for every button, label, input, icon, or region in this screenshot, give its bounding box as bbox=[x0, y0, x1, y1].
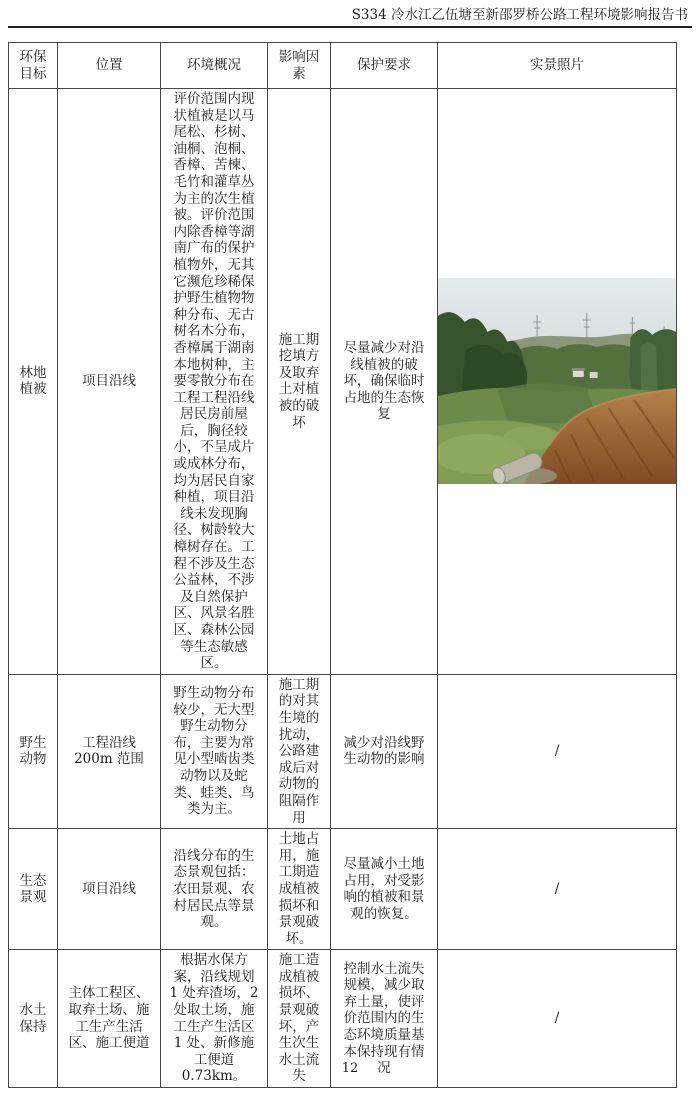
cell-overview: 野生动物分布较少，无大型野生动物分布，主要为常见小型啮齿类动物以及蛇类、蛙类、鸟类为主。 bbox=[161, 674, 268, 828]
cell-protection: 尽量减小土地占用，对受影响的植被和景观的恢复。 bbox=[331, 829, 438, 950]
cell-impact: 土地占用，施工期造成植被损坏和景观破坏。 bbox=[268, 829, 331, 950]
cell-photo-placeholder: / bbox=[438, 950, 677, 1088]
cell-target: 林地植被 bbox=[9, 89, 58, 675]
column-header-overview: 环境概况 bbox=[161, 43, 268, 89]
column-header-target: 环保目标 bbox=[9, 43, 58, 89]
document-title: S334 冷水江乙伍塘至新邵罗桥公路工程环境影响报告书 bbox=[351, 7, 688, 23]
cell-overview: 根据水保方案，沿线规划 1 处弃渣场，2 处取土场，施工生产生活区 1 处、新修施工便道 0.73km。 bbox=[161, 950, 268, 1088]
cell-protection: 控制水土流失规模，减少取弃土量，使评价范围内的生态环境质量基本保持现有情况 bbox=[331, 950, 438, 1088]
cell-protection: 尽量减少对沿线植被的破坏，确保临时占地的生态恢复 bbox=[331, 89, 438, 675]
column-header-impact: 影响因素 bbox=[268, 43, 331, 89]
cell-impact: 施工造成植被损坏、景观破坏，产生次生水土流失 bbox=[268, 950, 331, 1088]
cell-protection: 减少对沿线野生动物的影响 bbox=[331, 674, 438, 828]
cell-photo-placeholder: / bbox=[438, 674, 677, 828]
cell-target: 水土保持 bbox=[9, 950, 58, 1088]
table-row-forest-vegetation bbox=[9, 89, 677, 675]
cell-photo-placeholder: / bbox=[438, 829, 677, 950]
document-header bbox=[8, 2, 692, 28]
column-header-photo: 实景照片 bbox=[438, 43, 677, 89]
cell-target: 野生动物 bbox=[9, 674, 58, 828]
cell-location: 工程沿线 200m 范围 bbox=[58, 674, 161, 828]
cell-overview: 评价范围内现状植被是以马尾松、杉树、油桐、泡桐、香樟、苦楝、毛竹和灌草丛为主的次生植被。评价范围内除香樟等湖南广布的保护植物外，无其它濒危珍稀保护野生植物物种分布、无古树名木分布，香樟属于湖南本地树种，主要零散分布在工程工程沿线居民房前屋后，胸径较小，不呈成片或成林分布，均为居民自家种植，项目沿线未发现胸径、树龄较大樟树存在。工程不涉及生态公益林，不涉及自然保护区、风景名胜区、森林公园等生态敏感区。 bbox=[161, 89, 268, 675]
column-header-location: 位置 bbox=[58, 43, 161, 89]
table-header-row bbox=[9, 43, 677, 89]
cell-location: 项目沿线 bbox=[58, 89, 161, 675]
page-number: 12 bbox=[341, 1061, 359, 1076]
table-row-eco-landscape bbox=[9, 829, 677, 950]
column-header-protection: 保护要求 bbox=[331, 43, 438, 89]
cell-impact: 施工期挖填方及取弃土对植被的破坏 bbox=[268, 89, 331, 675]
cell-impact: 施工期的对其生境的扰动，公路建成后对动物的阻隔作用 bbox=[268, 674, 331, 828]
table-row-wildlife bbox=[9, 674, 677, 828]
cell-photo bbox=[438, 89, 677, 675]
site-photo bbox=[438, 278, 676, 484]
cell-location: 主体工程区、取弃土场、施工生产生活区、施工便道 bbox=[58, 950, 161, 1088]
cell-location: 项目沿线 bbox=[58, 829, 161, 950]
cell-target: 生态景观 bbox=[9, 829, 58, 950]
environment-protection-table bbox=[8, 42, 677, 1088]
cell-overview: 沿线分布的生态景观包括：农田景观、农村居民点等景观。 bbox=[161, 829, 268, 950]
